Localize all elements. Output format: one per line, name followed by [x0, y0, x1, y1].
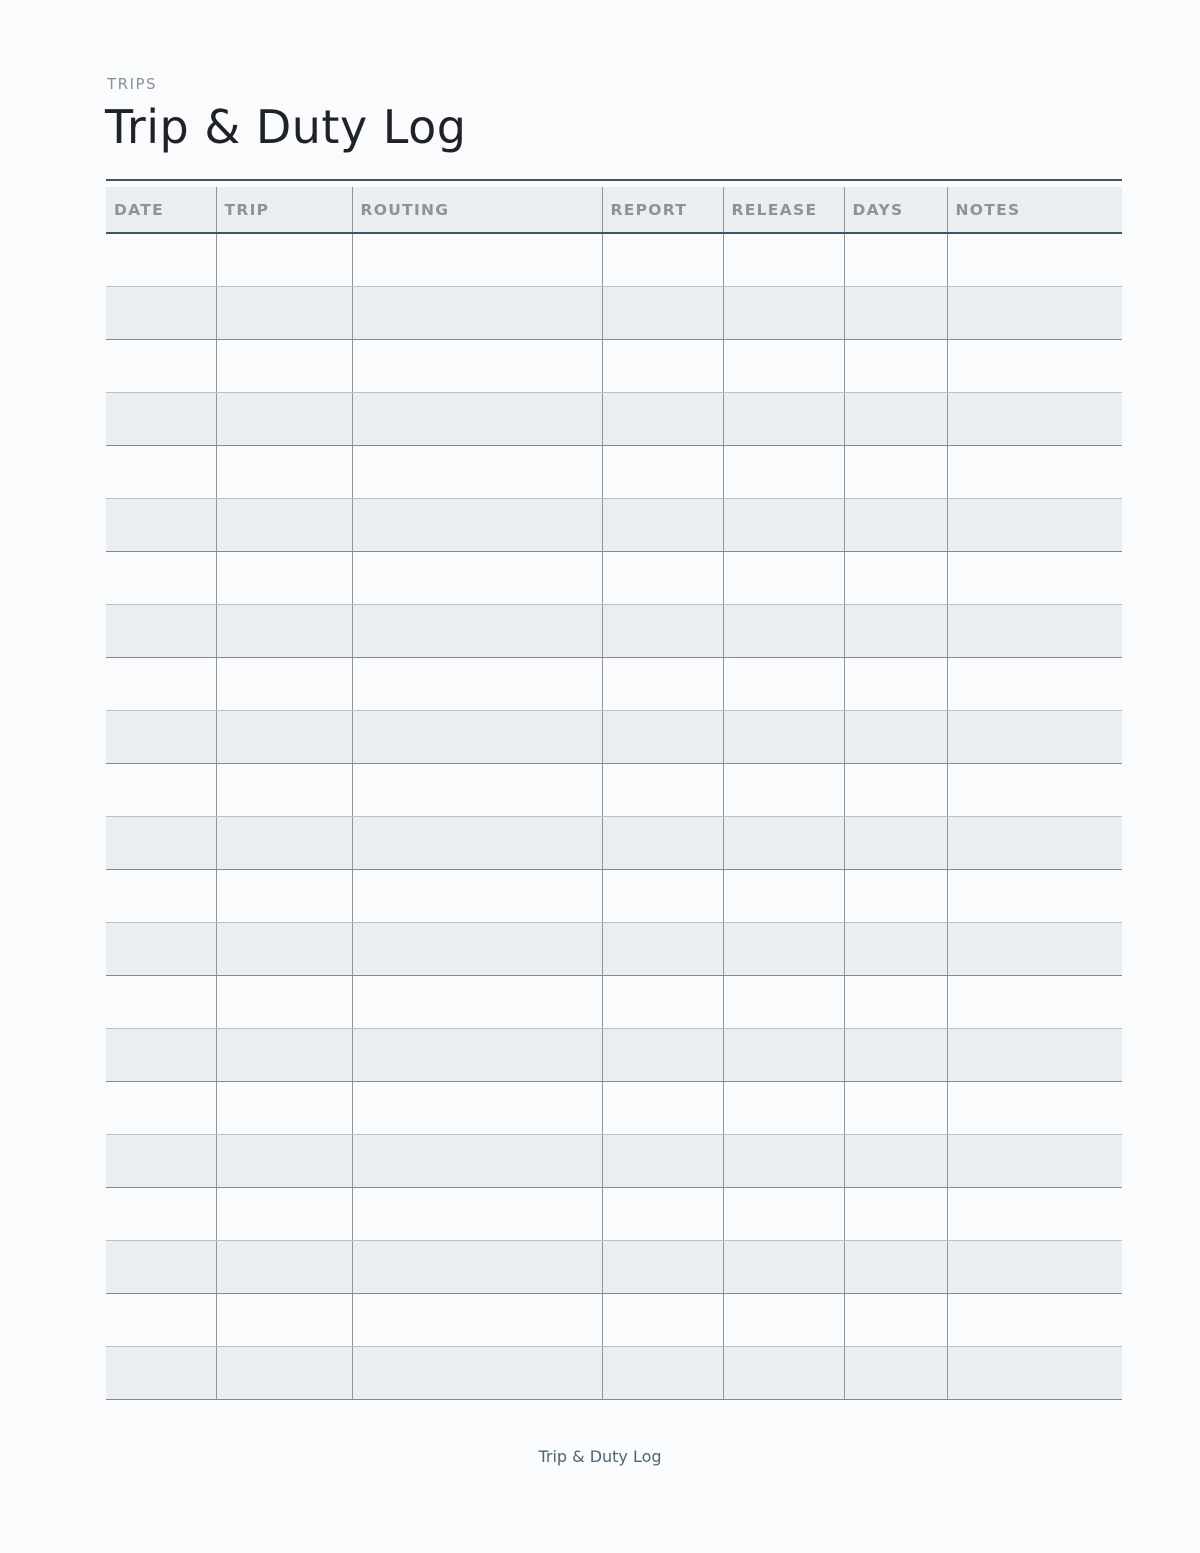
cell-date[interactable]	[106, 340, 216, 393]
cell-trip[interactable]	[216, 393, 352, 446]
table-row	[106, 1294, 1122, 1347]
cell-release[interactable]	[723, 1347, 844, 1400]
cell-date[interactable]	[106, 1241, 216, 1294]
cell-trip[interactable]	[216, 1135, 352, 1188]
cell-days[interactable]	[844, 1029, 947, 1082]
cell-date[interactable]	[106, 764, 216, 817]
cell-routing[interactable]	[352, 817, 602, 870]
cell-report[interactable]	[602, 1294, 723, 1347]
cell-date[interactable]	[106, 1029, 216, 1082]
column-header-trip: TRIP	[216, 187, 352, 233]
cell-release[interactable]	[723, 1029, 844, 1082]
column-header-date: DATE	[106, 187, 216, 233]
cell-notes[interactable]	[947, 287, 1122, 340]
cell-notes[interactable]	[947, 393, 1122, 446]
cell-notes[interactable]	[947, 711, 1122, 764]
cell-trip[interactable]	[216, 605, 352, 658]
table-row	[106, 1082, 1122, 1135]
cell-trip[interactable]	[216, 1294, 352, 1347]
cell-notes[interactable]	[947, 1135, 1122, 1188]
table-row	[106, 393, 1122, 446]
cell-release[interactable]	[723, 817, 844, 870]
cell-date[interactable]	[106, 446, 216, 499]
cell-days[interactable]	[844, 817, 947, 870]
cell-trip[interactable]	[216, 1347, 352, 1400]
cell-days[interactable]	[844, 393, 947, 446]
cell-notes[interactable]	[947, 1241, 1122, 1294]
cell-notes[interactable]	[947, 233, 1122, 287]
cell-date[interactable]	[106, 233, 216, 287]
cell-routing[interactable]	[352, 233, 602, 287]
table-row	[106, 658, 1122, 711]
cell-routing[interactable]	[352, 287, 602, 340]
cell-days[interactable]	[844, 711, 947, 764]
cell-report[interactable]	[602, 1082, 723, 1135]
table-row	[106, 923, 1122, 976]
cell-release[interactable]	[723, 1241, 844, 1294]
cell-report[interactable]	[602, 1241, 723, 1294]
table-header-row	[106, 187, 1122, 233]
cell-routing[interactable]	[352, 499, 602, 552]
cell-days[interactable]	[844, 287, 947, 340]
cell-report[interactable]	[602, 658, 723, 711]
cell-trip[interactable]	[216, 764, 352, 817]
cell-routing[interactable]	[352, 711, 602, 764]
cell-routing[interactable]	[352, 1188, 602, 1241]
cell-report[interactable]	[602, 340, 723, 393]
cell-date[interactable]	[106, 605, 216, 658]
table-row	[106, 233, 1122, 287]
cell-notes[interactable]	[947, 446, 1122, 499]
cell-release[interactable]	[723, 711, 844, 764]
cell-report[interactable]	[602, 1135, 723, 1188]
cell-report[interactable]	[602, 287, 723, 340]
cell-date[interactable]	[106, 1082, 216, 1135]
cell-release[interactable]	[723, 552, 844, 605]
cell-report[interactable]	[602, 764, 723, 817]
cell-release[interactable]	[723, 923, 844, 976]
cell-trip[interactable]	[216, 1029, 352, 1082]
table-row	[106, 1188, 1122, 1241]
cell-days[interactable]	[844, 552, 947, 605]
cell-days[interactable]	[844, 1347, 947, 1400]
cell-days[interactable]	[844, 976, 947, 1029]
table-row	[106, 870, 1122, 923]
table-row	[106, 499, 1122, 552]
cell-release[interactable]	[723, 393, 844, 446]
cell-routing[interactable]	[352, 393, 602, 446]
cell-date[interactable]	[106, 1294, 216, 1347]
cell-trip[interactable]	[216, 552, 352, 605]
cell-trip[interactable]	[216, 1188, 352, 1241]
cell-release[interactable]	[723, 605, 844, 658]
cell-report[interactable]	[602, 393, 723, 446]
cell-release[interactable]	[723, 1082, 844, 1135]
cell-date[interactable]	[106, 1347, 216, 1400]
table-row	[106, 446, 1122, 499]
table-row	[106, 976, 1122, 1029]
cell-release[interactable]	[723, 976, 844, 1029]
cell-release[interactable]	[723, 870, 844, 923]
cell-routing[interactable]	[352, 658, 602, 711]
cell-routing[interactable]	[352, 1347, 602, 1400]
cell-date[interactable]	[106, 552, 216, 605]
cell-trip[interactable]	[216, 499, 352, 552]
cell-report[interactable]	[602, 233, 723, 287]
table-row	[106, 1135, 1122, 1188]
cell-trip[interactable]	[216, 923, 352, 976]
cell-trip[interactable]	[216, 287, 352, 340]
cell-report[interactable]	[602, 1347, 723, 1400]
cell-trip[interactable]	[216, 340, 352, 393]
cell-date[interactable]	[106, 287, 216, 340]
cell-notes[interactable]	[947, 552, 1122, 605]
cell-date[interactable]	[106, 393, 216, 446]
cell-routing[interactable]	[352, 764, 602, 817]
cell-routing[interactable]	[352, 870, 602, 923]
cell-days[interactable]	[844, 1294, 947, 1347]
cell-report[interactable]	[602, 605, 723, 658]
cell-release[interactable]	[723, 1135, 844, 1188]
cell-date[interactable]	[106, 923, 216, 976]
cell-days[interactable]	[844, 658, 947, 711]
table-row	[106, 817, 1122, 870]
cell-release[interactable]	[723, 1188, 844, 1241]
cell-notes[interactable]	[947, 1188, 1122, 1241]
cell-notes[interactable]	[947, 764, 1122, 817]
cell-days[interactable]	[844, 1188, 947, 1241]
cell-days[interactable]	[844, 499, 947, 552]
cell-date[interactable]	[106, 976, 216, 1029]
page-footer: Trip & Duty Log	[538, 1447, 662, 1466]
cell-days[interactable]	[844, 1135, 947, 1188]
column-header-routing: ROUTING	[352, 187, 602, 233]
cell-date[interactable]	[106, 1188, 216, 1241]
table-row	[106, 552, 1122, 605]
cell-routing[interactable]	[352, 1294, 602, 1347]
cell-release[interactable]	[723, 446, 844, 499]
column-header-notes: NOTES	[947, 187, 1122, 233]
cell-days[interactable]	[844, 923, 947, 976]
cell-days[interactable]	[844, 764, 947, 817]
cell-release[interactable]	[723, 499, 844, 552]
cell-routing[interactable]	[352, 552, 602, 605]
cell-routing[interactable]	[352, 340, 602, 393]
cell-release[interactable]	[723, 764, 844, 817]
cell-notes[interactable]	[947, 870, 1122, 923]
cell-notes[interactable]	[947, 976, 1122, 1029]
cell-trip[interactable]	[216, 446, 352, 499]
cell-routing[interactable]	[352, 1241, 602, 1294]
table-row	[106, 1241, 1122, 1294]
table-row	[106, 764, 1122, 817]
cell-release[interactable]	[723, 287, 844, 340]
trip-log-table	[106, 187, 1122, 1400]
cell-report[interactable]	[602, 552, 723, 605]
cell-trip[interactable]	[216, 817, 352, 870]
cell-routing[interactable]	[352, 1135, 602, 1188]
table-row	[106, 711, 1122, 764]
table-row	[106, 340, 1122, 393]
cell-days[interactable]	[844, 1082, 947, 1135]
cell-trip[interactable]	[216, 1082, 352, 1135]
table-row	[106, 287, 1122, 340]
cell-routing[interactable]	[352, 1082, 602, 1135]
cell-trip[interactable]	[216, 1241, 352, 1294]
column-header-days: DAYS	[844, 187, 947, 233]
header-rule	[106, 179, 1122, 181]
cell-days[interactable]	[844, 870, 947, 923]
cell-days[interactable]	[844, 340, 947, 393]
cell-routing[interactable]	[352, 1029, 602, 1082]
cell-release[interactable]	[723, 658, 844, 711]
table-body	[106, 233, 1122, 1400]
cell-routing[interactable]	[352, 605, 602, 658]
cell-report[interactable]	[602, 870, 723, 923]
cell-notes[interactable]	[947, 1347, 1122, 1400]
cell-notes[interactable]	[947, 1029, 1122, 1082]
cell-notes[interactable]	[947, 340, 1122, 393]
cell-date[interactable]	[106, 499, 216, 552]
cell-release[interactable]	[723, 233, 844, 287]
table-row	[106, 1347, 1122, 1400]
cell-routing[interactable]	[352, 446, 602, 499]
cell-notes[interactable]	[947, 658, 1122, 711]
cell-report[interactable]	[602, 923, 723, 976]
cell-trip[interactable]	[216, 870, 352, 923]
cell-date[interactable]	[106, 711, 216, 764]
cell-routing[interactable]	[352, 976, 602, 1029]
cell-notes[interactable]	[947, 817, 1122, 870]
cell-date[interactable]	[106, 1135, 216, 1188]
cell-report[interactable]	[602, 976, 723, 1029]
cell-days[interactable]	[844, 1241, 947, 1294]
column-header-release: RELEASE	[723, 187, 844, 233]
column-header-report: REPORT	[602, 187, 723, 233]
cell-routing[interactable]	[352, 923, 602, 976]
cell-report[interactable]	[602, 446, 723, 499]
cell-notes[interactable]	[947, 605, 1122, 658]
cell-notes[interactable]	[947, 499, 1122, 552]
cell-release[interactable]	[723, 1294, 844, 1347]
cell-notes[interactable]	[947, 1294, 1122, 1347]
table-row	[106, 605, 1122, 658]
cell-trip[interactable]	[216, 711, 352, 764]
cell-report[interactable]	[602, 1029, 723, 1082]
cell-date[interactable]	[106, 658, 216, 711]
cell-trip[interactable]	[216, 976, 352, 1029]
cell-days[interactable]	[844, 446, 947, 499]
cell-notes[interactable]	[947, 1082, 1122, 1135]
cell-report[interactable]	[602, 817, 723, 870]
cell-report[interactable]	[602, 499, 723, 552]
cell-trip[interactable]	[216, 233, 352, 287]
cell-report[interactable]	[602, 711, 723, 764]
cell-days[interactable]	[844, 233, 947, 287]
section-eyebrow: TRIPS	[107, 75, 158, 93]
cell-date[interactable]	[106, 817, 216, 870]
cell-report[interactable]	[602, 1188, 723, 1241]
table-row	[106, 1029, 1122, 1082]
cell-notes[interactable]	[947, 923, 1122, 976]
cell-release[interactable]	[723, 340, 844, 393]
cell-days[interactable]	[844, 605, 947, 658]
cell-date[interactable]	[106, 870, 216, 923]
cell-trip[interactable]	[216, 658, 352, 711]
page-title: Trip & Duty Log	[105, 100, 467, 154]
